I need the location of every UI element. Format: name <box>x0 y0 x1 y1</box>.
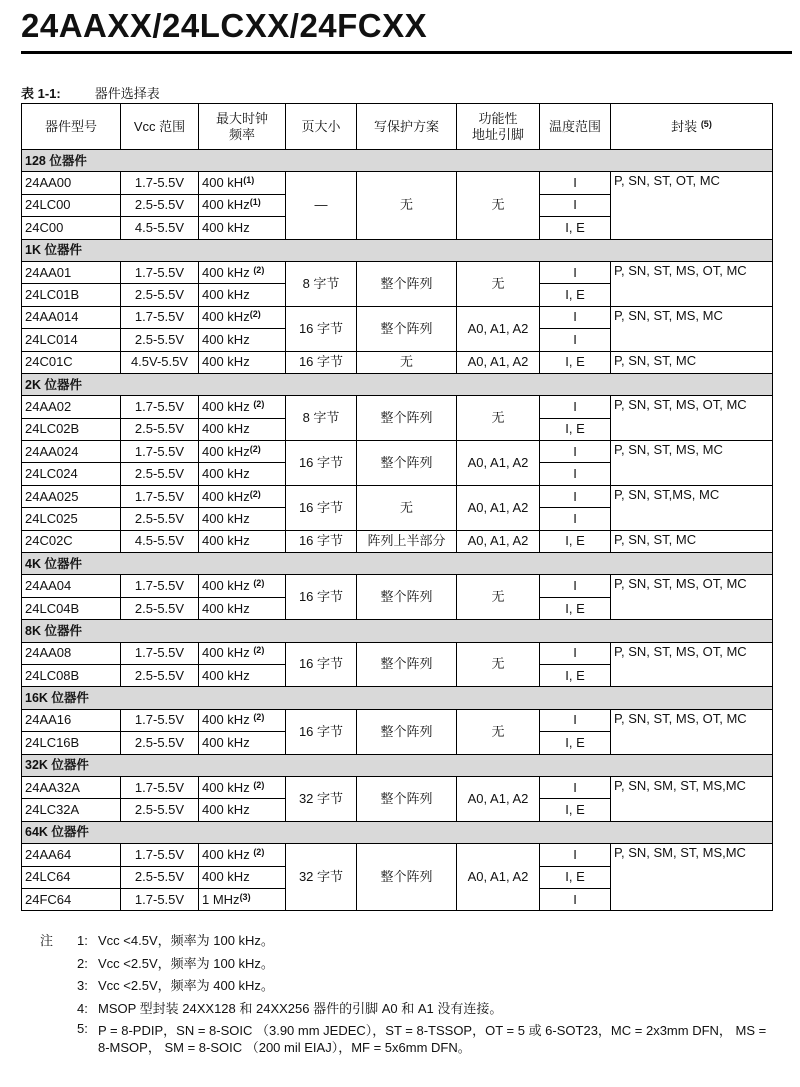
frequency-value: 400 kHz <box>202 645 254 661</box>
cell-max-frequency <box>199 172 286 194</box>
cell-page-size: 8 字节 <box>286 261 357 306</box>
table-row <box>22 306 773 328</box>
cell-max-frequency <box>199 441 286 463</box>
table-row <box>22 485 773 507</box>
cell-max-frequency <box>199 508 286 530</box>
cell-part-number: 24LC02B <box>22 418 121 440</box>
cell-max-frequency <box>199 530 286 552</box>
cell-temp-range: I <box>540 888 611 910</box>
group-header-row <box>22 373 773 395</box>
frequency-value: 400 kHz <box>202 779 254 795</box>
cell-write-protect: 整个阵列 <box>357 709 457 754</box>
cell-page-size: 16 字节 <box>286 709 357 754</box>
note-item <box>40 975 780 998</box>
cell-packages: P, SN, ST, MS, OT, MC <box>611 575 773 620</box>
cell-part-number: 24AA04 <box>22 575 121 597</box>
note-text: P = 8-PDIP，SN = 8-SOIC （3.90 mm JEDEC），ST = 8-TSSOP，OT = 5 或 6-SOT23，MC = 2x3mm DFN， MS = 8-MSOP， SM = 8-SOIC （200 mil EIAJ），MF = 5x6mm DFN。 <box>98 1023 767 1055</box>
cell-address-pins: 无 <box>457 642 540 687</box>
table-header-row <box>22 104 773 150</box>
cell-part-number: 24AA08 <box>22 642 121 664</box>
cell-part-number: 24LC08B <box>22 664 121 686</box>
frequency-value: 400 kHz <box>202 578 254 594</box>
frequency-value: 400 kHz <box>202 421 250 437</box>
frequency-footnote: (2) <box>253 846 265 857</box>
header-freq: 最大时钟 频率 <box>199 104 286 150</box>
group-label: 64K 位器件 <box>22 821 773 843</box>
group-label: 16K 位器件 <box>22 687 773 709</box>
note-number: 2: <box>77 955 88 971</box>
cell-temp-range: I <box>540 485 611 507</box>
cell-max-frequency <box>199 396 286 418</box>
cell-vcc-range: 2.5-5.5V <box>121 194 199 216</box>
header-pkg-label: 封装 <box>671 118 698 134</box>
frequency-value: 400 kHz <box>202 354 250 370</box>
cell-vcc-range: 1.7-5.5V <box>121 844 199 866</box>
cell-max-frequency <box>199 575 286 597</box>
cell-part-number: 24LC64 <box>22 866 121 888</box>
frequency-value: 400 kH <box>202 175 244 191</box>
cell-vcc-range: 2.5-5.5V <box>121 664 199 686</box>
cell-part-number: 24AA32A <box>22 776 121 798</box>
cell-vcc-range: 2.5-5.5V <box>121 329 199 351</box>
note-number: 5: <box>77 1021 88 1036</box>
cell-part-number: 24AA025 <box>22 485 121 507</box>
frequency-value: 400 kHz <box>202 712 254 728</box>
cell-part-number: 24LC014 <box>22 329 121 351</box>
cell-max-frequency <box>199 642 286 664</box>
cell-page-size: — <box>286 172 357 239</box>
cell-max-frequency <box>199 664 286 686</box>
frequency-value: 400 kHz <box>202 466 250 482</box>
frequency-value: 400 kHz <box>202 734 250 750</box>
cell-vcc-range: 1.7-5.5V <box>121 888 199 910</box>
cell-vcc-range: 2.5-5.5V <box>121 508 199 530</box>
frequency-footnote: (2) <box>253 578 265 589</box>
cell-part-number: 24C01C <box>22 351 121 373</box>
cell-temp-range: I <box>540 396 611 418</box>
table-row <box>22 530 773 552</box>
note-item <box>40 998 780 1021</box>
cell-page-size: 32 字节 <box>286 844 357 911</box>
cell-part-number: 24LC16B <box>22 732 121 754</box>
note-text: Vcc <2.5V，频率为 100 kHz。 <box>98 955 274 971</box>
cell-part-number: 24C02C <box>22 530 121 552</box>
table-row <box>22 172 773 194</box>
table-caption-name: 器件选择表 <box>94 86 160 101</box>
header-wp: 写保护方案 <box>357 104 457 150</box>
cell-vcc-range: 4.5-5.5V <box>121 217 199 239</box>
frequency-footnote: (2) <box>253 645 265 656</box>
cell-packages: P, SN, ST, MS, MC <box>611 441 773 486</box>
cell-temp-range: I, E <box>540 597 611 619</box>
frequency-value: 400 kHz <box>202 443 250 459</box>
group-label: 8K 位器件 <box>22 620 773 642</box>
cell-vcc-range: 1.7-5.5V <box>121 642 199 664</box>
cell-max-frequency <box>199 844 286 866</box>
frequency-footnote: (2) <box>253 398 265 409</box>
cell-vcc-range: 2.5-5.5V <box>121 597 199 619</box>
cell-packages: P, SN, SM, ST, MS,MC <box>611 844 773 911</box>
cell-vcc-range: 4.5V-5.5V <box>121 351 199 373</box>
cell-packages: P, SN, ST, MS, OT, MC <box>611 709 773 754</box>
cell-packages: P, SN, ST, MS, MC <box>611 306 773 351</box>
cell-part-number: 24LC024 <box>22 463 121 485</box>
cell-write-protect: 阵列上半部分 <box>357 530 457 552</box>
cell-temp-range: I <box>540 172 611 194</box>
note-item <box>40 953 780 976</box>
group-header-row <box>22 239 773 261</box>
cell-packages: P, SN, ST, MS, OT, MC <box>611 396 773 441</box>
cell-temp-range: I, E <box>540 866 611 888</box>
cell-temp-range: I <box>540 642 611 664</box>
cell-vcc-range: 2.5-5.5V <box>121 418 199 440</box>
header-addr: 功能性 地址引脚 <box>457 104 540 150</box>
cell-vcc-range: 1.7-5.5V <box>121 441 199 463</box>
table-body <box>22 150 773 911</box>
header-pkg <box>611 104 773 150</box>
cell-address-pins: A0, A1, A2 <box>457 351 540 373</box>
cell-temp-range: I <box>540 194 611 216</box>
cell-address-pins: A0, A1, A2 <box>457 776 540 821</box>
cell-packages: P, SN, ST,MS, MC <box>611 485 773 530</box>
cell-vcc-range: 2.5-5.5V <box>121 732 199 754</box>
cell-vcc-range: 4.5-5.5V <box>121 530 199 552</box>
group-header-row <box>22 754 773 776</box>
cell-vcc-range: 1.7-5.5V <box>121 261 199 283</box>
group-label: 1K 位器件 <box>22 239 773 261</box>
frequency-footnote: (2) <box>249 309 261 320</box>
cell-max-frequency <box>199 463 286 485</box>
group-header-row <box>22 150 773 172</box>
table-row <box>22 261 773 283</box>
header-pkg-note: (5) <box>700 118 712 129</box>
frequency-value: 400 kHz <box>202 219 250 235</box>
cell-max-frequency <box>199 776 286 798</box>
cell-part-number: 24C00 <box>22 217 121 239</box>
frequency-value: 400 kHz <box>202 398 254 414</box>
cell-max-frequency <box>199 709 286 731</box>
note-item <box>40 1020 780 1056</box>
frequency-value: 400 kHz <box>202 197 250 213</box>
cell-address-pins: 无 <box>457 172 540 239</box>
cell-max-frequency <box>199 284 286 306</box>
cell-max-frequency <box>199 351 286 373</box>
table-row <box>22 642 773 664</box>
cell-max-frequency <box>199 418 286 440</box>
cell-temp-range: I <box>540 776 611 798</box>
cell-packages: P, SN, SM, ST, MS,MC <box>611 776 773 821</box>
cell-page-size: 16 字节 <box>286 530 357 552</box>
cell-max-frequency <box>199 306 286 328</box>
note-text: MSOP 型封装 24XX128 和 24XX256 器件的引脚 A0 和 A1 没有连接。 <box>98 1000 503 1016</box>
group-header-row <box>22 687 773 709</box>
cell-temp-range: I <box>540 575 611 597</box>
frequency-footnote: (3) <box>239 891 251 902</box>
cell-vcc-range: 2.5-5.5V <box>121 866 199 888</box>
cell-temp-range: I, E <box>540 664 611 686</box>
frequency-value: 400 kHz <box>202 309 250 325</box>
group-header-row <box>22 620 773 642</box>
cell-write-protect: 无 <box>357 351 457 373</box>
cell-part-number: 24AA00 <box>22 172 121 194</box>
frequency-footnote: (2) <box>249 488 261 499</box>
note-text: Vcc <2.5V，频率为 400 kHz。 <box>98 978 274 993</box>
cell-temp-range: I, E <box>540 418 611 440</box>
cell-vcc-range: 1.7-5.5V <box>121 306 199 328</box>
cell-address-pins: 无 <box>457 396 540 441</box>
note-number: 4: <box>77 1000 88 1016</box>
cell-address-pins: 无 <box>457 709 540 754</box>
cell-write-protect: 整个阵列 <box>357 642 457 687</box>
cell-write-protect: 整个阵列 <box>357 396 457 441</box>
cell-max-frequency <box>199 597 286 619</box>
cell-write-protect: 整个阵列 <box>357 575 457 620</box>
table-caption <box>21 83 160 102</box>
cell-vcc-range: 1.7-5.5V <box>121 485 199 507</box>
frequency-value: 400 kHz <box>202 667 250 683</box>
frequency-value: 400 kHz <box>202 264 254 280</box>
cell-page-size: 16 字节 <box>286 441 357 486</box>
table-row <box>22 709 773 731</box>
cell-temp-range: I, E <box>540 217 611 239</box>
cell-packages: P, SN, ST, MS, OT, MC <box>611 261 773 306</box>
header-temp: 温度范围 <box>540 104 611 150</box>
cell-page-size: 32 字节 <box>286 776 357 821</box>
frequency-value: 1 MHz <box>202 891 240 907</box>
cell-part-number: 24AA02 <box>22 396 121 418</box>
cell-page-size: 16 字节 <box>286 485 357 530</box>
cell-page-size: 16 字节 <box>286 575 357 620</box>
cell-vcc-range: 1.7-5.5V <box>121 575 199 597</box>
cell-temp-range: I, E <box>540 351 611 373</box>
cell-packages: P, SN, ST, MC <box>611 351 773 373</box>
cell-temp-range: I, E <box>540 530 611 552</box>
cell-max-frequency <box>199 194 286 216</box>
header-part: 器件型号 <box>22 104 121 150</box>
cell-max-frequency <box>199 485 286 507</box>
cell-page-size: 16 字节 <box>286 351 357 373</box>
table-row <box>22 575 773 597</box>
cell-part-number: 24LC04B <box>22 597 121 619</box>
frequency-value: 400 kHz <box>202 488 250 504</box>
cell-packages: P, SN, ST, MS, OT, MC <box>611 642 773 687</box>
device-selection-table <box>21 103 773 911</box>
cell-address-pins: 无 <box>457 261 540 306</box>
cell-part-number: 24AA64 <box>22 844 121 866</box>
frequency-footnote: (1) <box>243 175 255 186</box>
table-row <box>22 441 773 463</box>
cell-write-protect: 无 <box>357 172 457 239</box>
cell-address-pins: A0, A1, A2 <box>457 530 540 552</box>
note-text: Vcc <4.5V，频率为 100 kHz。 <box>98 933 274 948</box>
group-label: 128 位器件 <box>22 150 773 172</box>
note-number: 3: <box>77 978 88 993</box>
note-item <box>40 930 780 953</box>
frequency-value: 400 kHz <box>202 802 250 818</box>
cell-vcc-range: 2.5-5.5V <box>121 284 199 306</box>
frequency-value: 400 kHz <box>202 533 250 549</box>
cell-write-protect: 整个阵列 <box>357 776 457 821</box>
cell-write-protect: 整个阵列 <box>357 261 457 306</box>
cell-max-frequency <box>199 866 286 888</box>
table-caption-number: 表 1-1: <box>21 86 61 101</box>
cell-part-number: 24AA16 <box>22 709 121 731</box>
notes-section <box>40 930 780 1056</box>
cell-temp-range: I <box>540 261 611 283</box>
group-label: 32K 位器件 <box>22 754 773 776</box>
cell-write-protect: 整个阵列 <box>357 441 457 486</box>
frequency-value: 400 kHz <box>202 846 254 862</box>
cell-max-frequency <box>199 799 286 821</box>
cell-page-size: 8 字节 <box>286 396 357 441</box>
cell-max-frequency <box>199 329 286 351</box>
header-vcc: Vcc 范围 <box>121 104 199 150</box>
frequency-footnote: (2) <box>253 779 265 790</box>
cell-temp-range: I, E <box>540 799 611 821</box>
cell-temp-range: I, E <box>540 284 611 306</box>
table-row <box>22 844 773 866</box>
notes-label: 注 <box>40 933 54 948</box>
frequency-value: 400 kHz <box>202 331 250 347</box>
frequency-value: 400 kHz <box>202 510 250 526</box>
cell-temp-range: I <box>540 329 611 351</box>
cell-temp-range: I <box>540 441 611 463</box>
group-header-row <box>22 553 773 575</box>
cell-vcc-range: 2.5-5.5V <box>121 463 199 485</box>
title-rule <box>21 51 792 54</box>
frequency-footnote: (1) <box>249 197 261 208</box>
cell-temp-range: I <box>540 306 611 328</box>
table-row <box>22 396 773 418</box>
cell-write-protect: 无 <box>357 485 457 530</box>
frequency-value: 400 kHz <box>202 600 250 616</box>
cell-packages: P, SN, ST, MC <box>611 530 773 552</box>
table-row <box>22 776 773 798</box>
cell-part-number: 24LC025 <box>22 508 121 530</box>
table-row <box>22 351 773 373</box>
group-header-row <box>22 821 773 843</box>
cell-address-pins: A0, A1, A2 <box>457 844 540 911</box>
frequency-footnote: (2) <box>253 712 265 723</box>
cell-part-number: 24LC32A <box>22 799 121 821</box>
cell-part-number: 24LC01B <box>22 284 121 306</box>
cell-vcc-range: 1.7-5.5V <box>121 172 199 194</box>
cell-max-frequency <box>199 261 286 283</box>
group-label: 4K 位器件 <box>22 553 773 575</box>
note-number: 1: <box>77 933 88 948</box>
cell-part-number: 24FC64 <box>22 888 121 910</box>
cell-part-number: 24AA024 <box>22 441 121 463</box>
cell-page-size: 16 字节 <box>286 306 357 351</box>
frequency-footnote: (2) <box>253 264 265 275</box>
cell-vcc-range: 1.7-5.5V <box>121 709 199 731</box>
cell-write-protect: 整个阵列 <box>357 844 457 911</box>
cell-part-number: 24AA01 <box>22 261 121 283</box>
cell-address-pins: 无 <box>457 575 540 620</box>
cell-temp-range: I <box>540 709 611 731</box>
cell-address-pins: A0, A1, A2 <box>457 306 540 351</box>
cell-part-number: 24AA014 <box>22 306 121 328</box>
cell-max-frequency <box>199 888 286 910</box>
cell-vcc-range: 1.7-5.5V <box>121 396 199 418</box>
cell-address-pins: A0, A1, A2 <box>457 485 540 530</box>
cell-max-frequency <box>199 732 286 754</box>
frequency-value: 400 kHz <box>202 287 250 303</box>
frequency-footnote: (2) <box>249 443 261 454</box>
cell-packages: P, SN, ST, OT, MC <box>611 172 773 239</box>
cell-write-protect: 整个阵列 <box>357 306 457 351</box>
cell-vcc-range: 1.7-5.5V <box>121 776 199 798</box>
cell-max-frequency <box>199 217 286 239</box>
cell-temp-range: I, E <box>540 732 611 754</box>
cell-part-number: 24LC00 <box>22 194 121 216</box>
frequency-value: 400 kHz <box>202 869 250 885</box>
cell-temp-range: I <box>540 844 611 866</box>
cell-vcc-range: 2.5-5.5V <box>121 799 199 821</box>
cell-address-pins: A0, A1, A2 <box>457 441 540 486</box>
cell-temp-range: I <box>540 463 611 485</box>
group-label: 2K 位器件 <box>22 373 773 395</box>
document-title: 24AAXX/24LCXX/24FCXX <box>21 7 428 44</box>
cell-page-size: 16 字节 <box>286 642 357 687</box>
cell-temp-range: I <box>540 508 611 530</box>
header-page: 页大小 <box>286 104 357 150</box>
